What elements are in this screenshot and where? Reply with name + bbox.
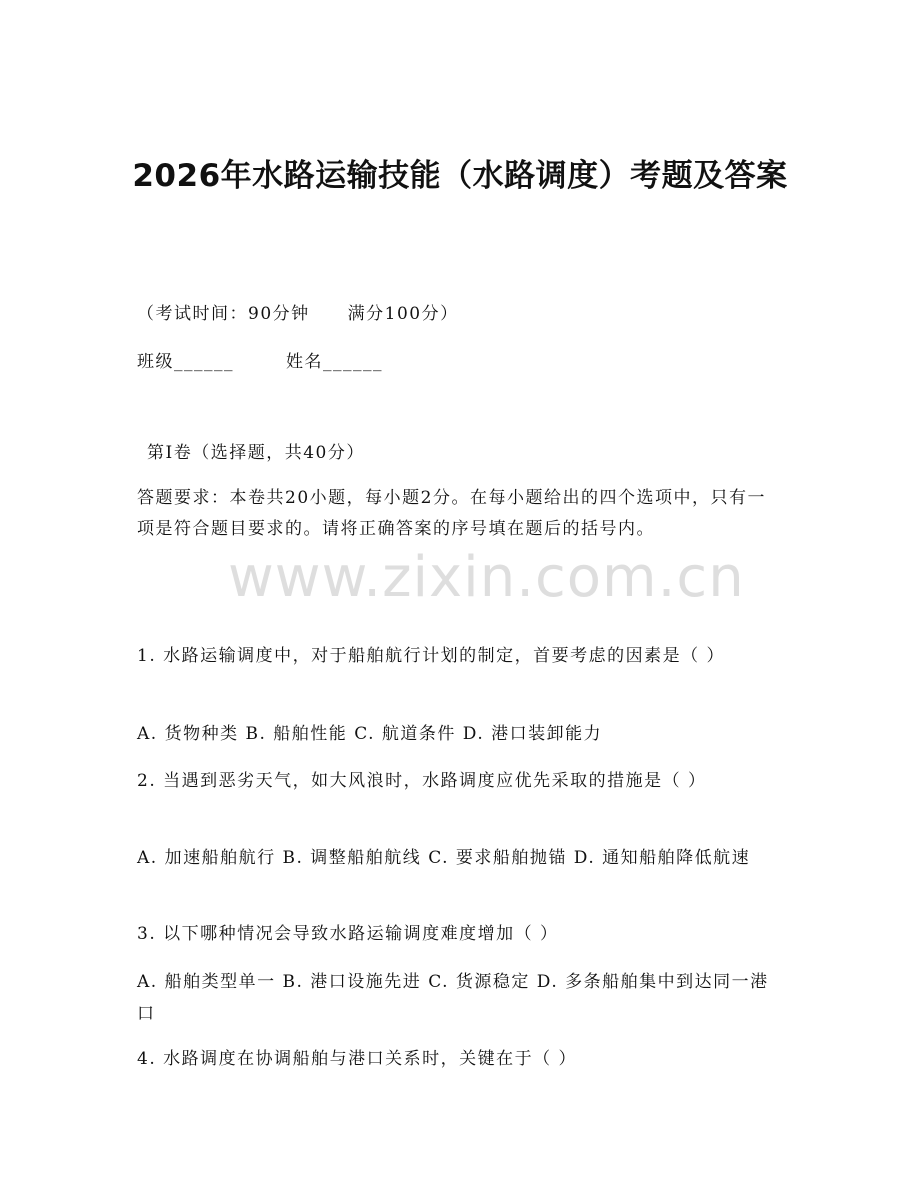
answer-instructions: 答题要求：本卷共20小题，每小题2分。在每小题给出的四个选项中，只有一项是符合题目要求的。请将正确答案的序号填在题后的括号内。 bbox=[137, 488, 766, 539]
class-field: 班级______ bbox=[137, 352, 234, 372]
question-1-options: A. 货物种类 B. 船舶性能 C. 航道条件 D. 港口装卸能力 bbox=[137, 724, 603, 744]
question-3-options: A. 船舶类型单一 B. 港口设施先进 C. 货源稳定 D. 多条船舶集中到达同一港口 bbox=[137, 972, 769, 1024]
question-1-stem: 1. 水路运输调度中，对于船舶航行计划的制定，首要考虑的因素是（ ） bbox=[137, 646, 726, 666]
question-2-options: A. 加速船舶航行 B. 调整船舶航线 C. 要求船舶抛锚 D. 通知船舶降低航速 bbox=[137, 848, 751, 868]
section-title: 第I卷（选择题，共40分） bbox=[147, 443, 365, 463]
exam-time: （考试时间：90分钟 bbox=[137, 304, 310, 324]
question-3-stem: 3. 以下哪种情况会导致水路运输调度难度增加（ ） bbox=[137, 924, 559, 944]
watermark: www.zixin.com.cn bbox=[228, 545, 745, 610]
exam-full-score: 满分100分） bbox=[347, 304, 459, 324]
name-field: 姓名______ bbox=[286, 352, 383, 372]
question-2-stem: 2. 当遇到恶劣天气，如大风浪时，水路调度应优先采取的措施是（ ） bbox=[137, 771, 707, 791]
question-4-stem: 4. 水路调度在协调船舶与港口关系时，关键在于（ ） bbox=[137, 1049, 578, 1069]
student-info bbox=[137, 346, 787, 378]
exam-info bbox=[137, 298, 787, 330]
document-title: 2026年水路运输技能（水路调度）考题及答案 bbox=[132, 158, 788, 194]
